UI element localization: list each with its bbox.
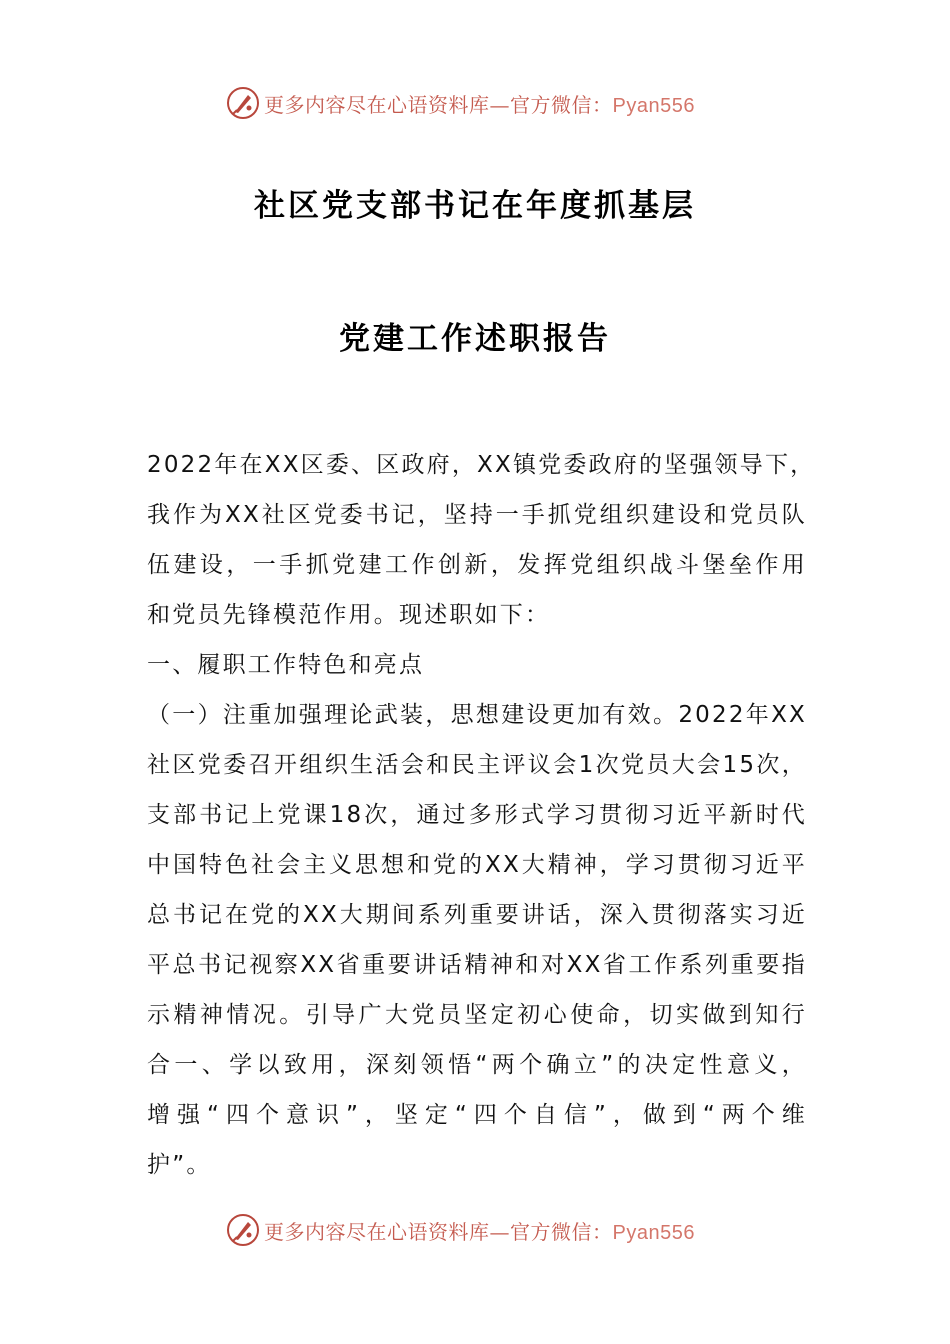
section-heading: 一、履职工作特色和亮点 — [147, 652, 425, 678]
body-line: 总书记在党的XX大期间系列重要讲话，深入贯彻落实习近 — [147, 902, 807, 928]
body-line: 伍建设，一手抓党建工作创新，发挥党组织战斗堡垒作用 — [147, 552, 807, 578]
body-line: 社区党委召开组织生活会和民主评议会1次党员大会15次， — [147, 752, 807, 778]
body-line: 我作为XX社区党委书记，坚持一手抓党组织建设和党员队 — [147, 502, 807, 528]
header-watermark — [226, 83, 726, 123]
body-line: 2022年在XX区委、区政府，XX镇党委政府的坚强领导下， — [147, 452, 816, 478]
body-line: 合一、学以致用，深刻领悟“两个确立”的决定性意义， — [147, 1052, 807, 1078]
body-line: 支部书记上党课18次，通过多形式学习贯彻习近平新时代 — [147, 802, 807, 828]
body-line: 平总书记视察XX省重要讲话精神和对XX省工作系列重要指 — [147, 952, 807, 978]
body-line: 护”。 — [147, 1152, 212, 1178]
quill-pen-icon — [226, 1213, 260, 1247]
body-line: （一）注重加强理论武装，思想建设更加有效。2022年XX — [147, 702, 807, 728]
watermark-text: 更多内容尽在心语资料库—官方微信：Pyan556 — [264, 92, 695, 117]
watermark-wechat: Pyan556 — [612, 1221, 695, 1244]
document-title-line-2: 党建工作述职报告 — [339, 321, 611, 357]
body-line: 和党员先锋模范作用。现述职如下： — [147, 602, 551, 628]
body-line: 增强“四个意识”，坚定“四个自信”，做到“两个维 — [147, 1102, 807, 1128]
document-body — [147, 440, 816, 1190]
quill-pen-icon — [226, 86, 260, 120]
body-line: 示精神情况。引导广大党员坚定初心使命，切实做到知行 — [147, 1002, 807, 1028]
watermark-text: 更多内容尽在心语资料库—官方微信：Pyan556 — [264, 1219, 695, 1244]
body-line: 中国特色社会主义思想和党的XX大精神，学习贯彻习近平 — [147, 852, 807, 878]
footer-watermark — [226, 1210, 726, 1250]
document-title-line-1: 社区党支部书记在年度抓基层 — [254, 188, 696, 224]
watermark-wechat: Pyan556 — [612, 94, 695, 117]
